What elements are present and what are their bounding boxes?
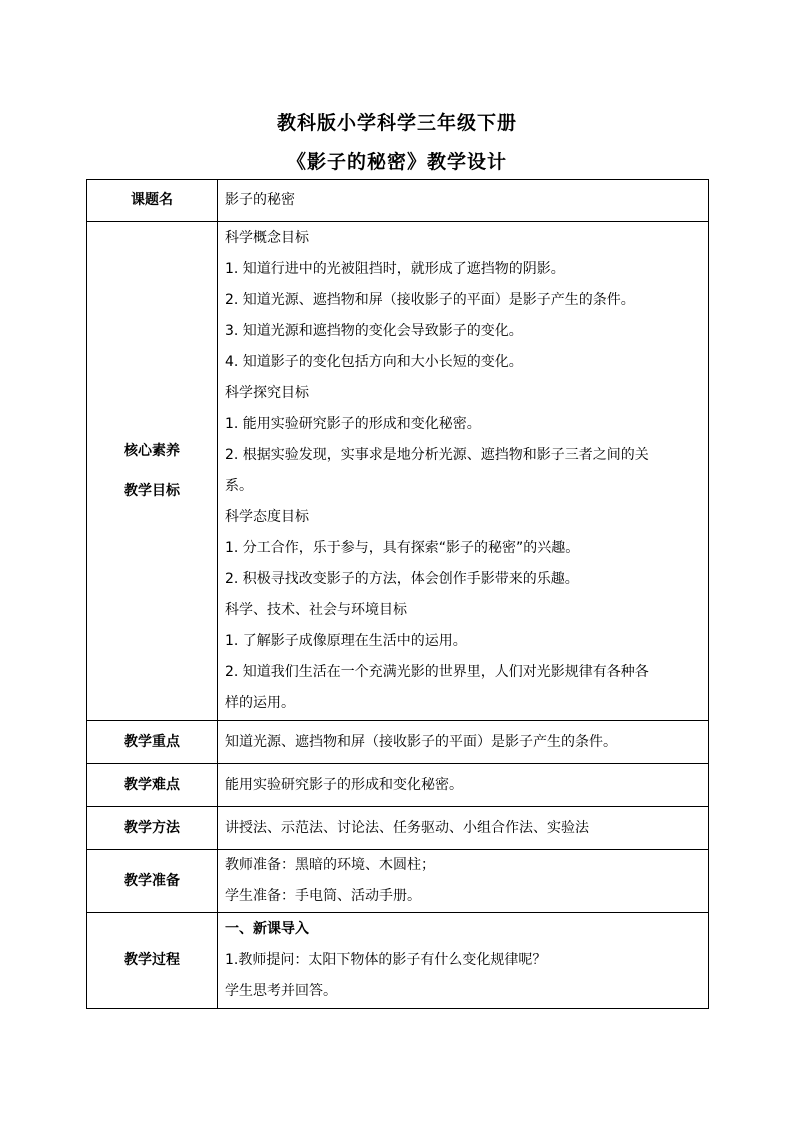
objective-line: 4. 知道影子的变化包括方向和大小长短的变化。 (225, 354, 523, 370)
objective-line: 2. 知道我们生活在一个充满光影的世界里，人们对光影规律有各种各 (225, 664, 649, 680)
lesson-plan-table (86, 179, 709, 1009)
table-row-objectives (87, 222, 709, 721)
topic-value: 影子的秘密 (218, 180, 709, 222)
objective-line: 1. 分工合作，乐于参与，具有探索“影子的秘密”的兴趣。 (225, 540, 580, 556)
methods-label: 教学方法 (87, 807, 218, 850)
difficulty-value: 能用实验研究影子的形成和变化秘密。 (218, 764, 709, 807)
objective-line: 科学、技术、社会与环境目标 (225, 602, 407, 618)
objective-line: 1. 能用实验研究影子的形成和变化秘密。 (225, 416, 481, 432)
objective-line: 科学概念目标 (225, 230, 309, 246)
document-title: 教科版小学科学三年级下册 (276, 112, 517, 134)
process-line: 1.教师提问：太阳下物体的影子有什么变化规律呢？ (225, 952, 547, 968)
document-subtitle: 《影子的秘密》教学设计 (286, 151, 507, 173)
objective-line: 2. 根据实验发现，实事求是地分析光源、遮挡物和影子三者之间的关 (225, 447, 649, 463)
objectives-content (218, 222, 709, 721)
objective-line: 系。 (225, 478, 253, 494)
methods-value: 讲授法、示范法、讨论法、任务驱动、小组合作法、实验法 (218, 807, 709, 850)
objective-line: 1. 了解影子成像原理在生活中的运用。 (225, 633, 467, 649)
objective-line: 3. 知道光源和遮挡物的变化会导致影子的变化。 (225, 323, 523, 339)
table-row-preparation (87, 850, 709, 913)
objective-line: 样的运用。 (225, 695, 295, 711)
process-section-heading: 一、新课导入 (225, 921, 309, 937)
preparation-label: 教学准备 (87, 850, 218, 913)
objective-line: 2. 知道光源、遮挡物和屏（接收影子的平面）是影子产生的条件。 (225, 292, 635, 308)
preparation-content (218, 850, 709, 913)
key-point-value: 知道光源、遮挡物和屏（接收影子的平面）是影子产生的条件。 (218, 721, 709, 764)
topic-label: 课题名 (87, 180, 218, 222)
process-line: 学生思考并回答。 (225, 983, 337, 999)
preparation-line: 学生准备：手电筒、活动手册。 (225, 888, 421, 904)
table-row-difficulty (87, 764, 709, 807)
difficulty-label: 教学难点 (87, 764, 218, 807)
table-row-key-point (87, 721, 709, 764)
table-row-methods (87, 807, 709, 850)
preparation-line: 教师准备：黑暗的环境、木圆柱； (225, 857, 435, 873)
objective-line: 科学态度目标 (225, 509, 309, 525)
table-row-process (87, 913, 709, 1009)
objective-line: 科学探究目标 (225, 385, 309, 401)
objectives-label-line1: 核心素养 (124, 443, 180, 459)
key-point-label: 教学重点 (87, 721, 218, 764)
objective-line: 1. 知道行进中的光被阻挡时，就形成了遮挡物的阴影。 (225, 261, 565, 277)
objectives-label-line2: 教学目标 (124, 483, 180, 499)
table-row-topic (87, 180, 709, 222)
process-label: 教学过程 (87, 913, 218, 1009)
process-content (218, 913, 709, 1009)
objective-line: 2. 积极寻找改变影子的方法，体会创作手影带来的乐趣。 (225, 571, 579, 587)
objectives-label (87, 222, 218, 721)
